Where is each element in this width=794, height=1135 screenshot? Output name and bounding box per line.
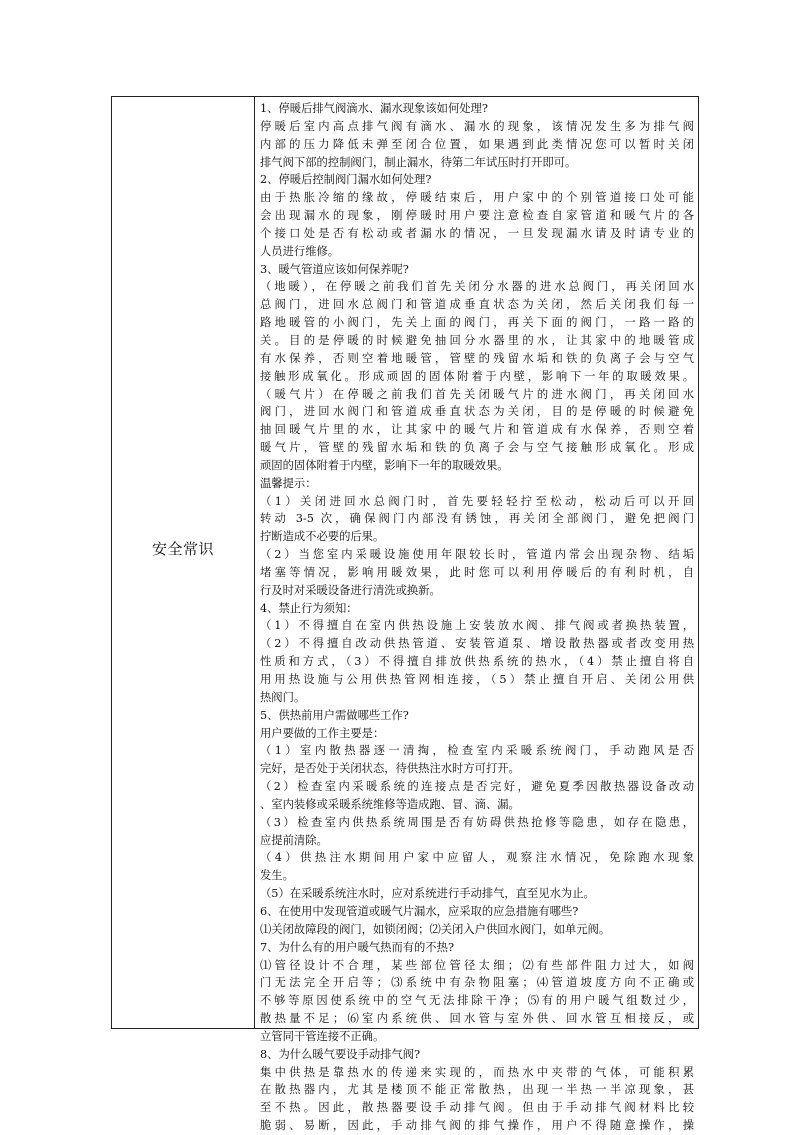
text-line: （2）当您室内采暖设施使用年限较长时，管道内常会出现杂物、结垢 xyxy=(260,548,694,562)
text-line: 1、停暖后排气阀滴水、漏水现象该如何处理? xyxy=(260,102,488,115)
text-line: 由于热胀冷缩的缘故，停暖结束后，用户家中的个别管道接口处可能 xyxy=(260,191,694,205)
text-line: 用用热设施与公用供热管网相连接，（5）禁止擅自开启、关闭公用供 xyxy=(260,673,694,686)
text-line: 完好，是否处于关闭状态，待供热注水时方可打开。 xyxy=(260,762,520,776)
text-line: （3）检查室内供热系统周围是否有妨碍供热抢修等隐患，如存在隐患， xyxy=(260,815,694,829)
text-line: 7、为什么有的用户暖气热而有的不热? xyxy=(260,940,454,954)
text-line: 2、停暖后控制阀门漏水如何处理? xyxy=(260,173,432,187)
text-line: （2）检查室内采暖系统的连接点是否完好，避免夏季因散热器设备改动 xyxy=(260,780,694,794)
text-line: 转动 3-5 次，确保阀门内部没有锈蚀，再关闭全部阀门，避免把阀门 xyxy=(260,512,694,526)
text-line: 内部的压力降低未弹至闭合位置，如果遇到此类情况您可以暂时关闭 xyxy=(260,137,694,151)
text-line: 暖气片，管壁的残留水垢和铁的负离子会与空气接触形成氧化。形成 xyxy=(260,441,694,455)
text-line: 不够等原因使系统中的空气无法排除干净；⑸有的用户暖气组数过少， xyxy=(260,994,694,1008)
text-line: 应提前清除。 xyxy=(260,833,328,847)
text-line: 排气阀下部的控制阀门，制止漏水，待第二年试压时打开即可。 xyxy=(260,155,577,169)
text-line: （1）室内散热器逐一清掏，检查室内采暖系统阀门，手动跑风是否 xyxy=(260,744,694,758)
text-line: 热阀门。 xyxy=(260,690,306,704)
text-line: （地暖），在停暖之前我们首先关闭分水器的进水总阀门，再关闭回水 xyxy=(260,280,694,294)
text-line: 发生。 xyxy=(260,869,294,883)
text-line: 堵塞等情况，影响用暖效果，此时您可以利用停暖后的有利时机，自 xyxy=(260,565,694,579)
text-line: 阀门，进回水阀门和管道成垂直状态为关闭，目的是停暖的时候避免 xyxy=(260,405,694,419)
text-line: 脆弱、易断，因此，手动排气阀的排气操作，用户不得随意操作，操 xyxy=(260,1119,694,1133)
text-line: 门无法完全开启等；⑶系统中有杂物阻塞；⑷管道坡度方向不正确或 xyxy=(260,976,694,990)
text-line: 散热量不足；⑹室内系统供、回水管与室外供、回水管互相接反，或 xyxy=(260,1012,694,1026)
text-line: 集中供热是靠热水的传递来实现的，而热水中夹带的气体，可能积累 xyxy=(260,1065,694,1079)
text-line: 顽固的固体附着于内壁，影响下一年的取暖效果。 xyxy=(260,458,509,472)
section-label: 安全常识 xyxy=(151,540,214,558)
text-line: 8、为什么暖气要设手动排气阀? xyxy=(260,1047,421,1061)
text-line: ⑴关闭故障段的阀门，如锁闭阀；⑵关闭入户供回水阀门，如单元阀。 xyxy=(260,922,611,936)
text-line: 用户要做的工作主要是： xyxy=(260,726,385,740)
text-line: 3、暖气管道应该如何保养呢? xyxy=(260,262,409,276)
text-line: 抽回暖气片里的水，让其家中的暖气片和管道成有水保养，否则空着 xyxy=(260,423,694,437)
text-line: 路地暖管的小阀门，先关上面的阀门，再关下面的阀门，一路一路的 xyxy=(260,316,694,330)
text-line: （暖气片）在停暖之前我们首先关闭暖气片的进水阀门，再关闭回水 xyxy=(260,387,694,401)
text-line: 关。目的是停暖的时候避免抽回分水器里的水，让其家中的地暖管成 xyxy=(260,333,694,347)
content-cell xyxy=(255,97,698,1133)
text-line: （4）供热注水期间用户家中应留人，观察注水情况，免除跑水现象 xyxy=(260,851,694,865)
text-line: 个接口处是否有松动或者漏水的情况，一旦发现漏水请及时请专业的 xyxy=(260,226,694,240)
text-line: 人员进行维修。 xyxy=(260,244,340,258)
text-line: 、室内装修或采暖系统维修等造成跑、冒、滴、漏。 xyxy=(260,797,520,811)
text-line: 5、供热前用户需做哪些工作? xyxy=(260,708,409,722)
text-line: 拧断造成不必要的后果。 xyxy=(260,530,385,544)
text-line: ⑴管径设计不合理，某些部位管径太细；⑵有些部件阻力过大，如阀 xyxy=(260,958,694,972)
text-line: 至不热。因此，散热器要设手动排气阀。但由于手动排气阀材料比较 xyxy=(260,1101,694,1115)
text-line: 4、禁止行为须知： xyxy=(260,601,358,615)
text-line: 立管同干管连接不正确。 xyxy=(260,1029,385,1043)
text-line: 6、在使用中发现管道或暖气片漏水，应采取的应急措施有哪些? xyxy=(260,904,579,918)
text-line: 会出现漏水的现象，刚停暖时用户要注意检查自家管道和暖气片的各 xyxy=(260,209,694,223)
text-line: 停暖后室内高点排气阀有滴水、漏水的现象，该情况发生多为排气阀 xyxy=(260,119,694,133)
text-line: （1）关闭进回水总阀门时，首先要轻轻拧至松动，松动后可以开回 xyxy=(260,494,694,508)
text-line: 行及时对采暖设备进行清洗或换新。 xyxy=(260,583,441,597)
text-line: （5）在采暖系统注水时，应对系统进行手动排气，直至见水为止。 xyxy=(260,887,595,901)
text-line: 有水保养，否则空着地暖管，管壁的残留水垢和铁的负离子会与空气 xyxy=(260,351,694,365)
text-line: 在散热器内，尤其是楼顶不能正常散热，出现一半热一半凉现象，甚 xyxy=(260,1083,694,1097)
text-line: 接触形成氧化。形成顽固的固体附着于内壁，影响下一年的取暖效果。 xyxy=(260,369,694,383)
text-line: （1）不得擅自在室内供热设施上安装放水阀、排气阀或者换热装置， xyxy=(260,619,694,633)
text-line: 性质和方式，（3）不得擅自排放供热系统的热水，（4）禁止擅自将自 xyxy=(260,655,694,669)
text-line: （2）不得擅自改动供热管道、安装管道泵、增设散热器或者改变用热 xyxy=(260,637,694,651)
text-line: 总阀门，进回水总阀门和管道成垂直状态为关闭，然后关闭我们每一 xyxy=(260,298,694,312)
label-cell xyxy=(112,97,255,1028)
safety-info-table xyxy=(111,96,699,1133)
text-line: 温馨提示： xyxy=(260,476,317,490)
